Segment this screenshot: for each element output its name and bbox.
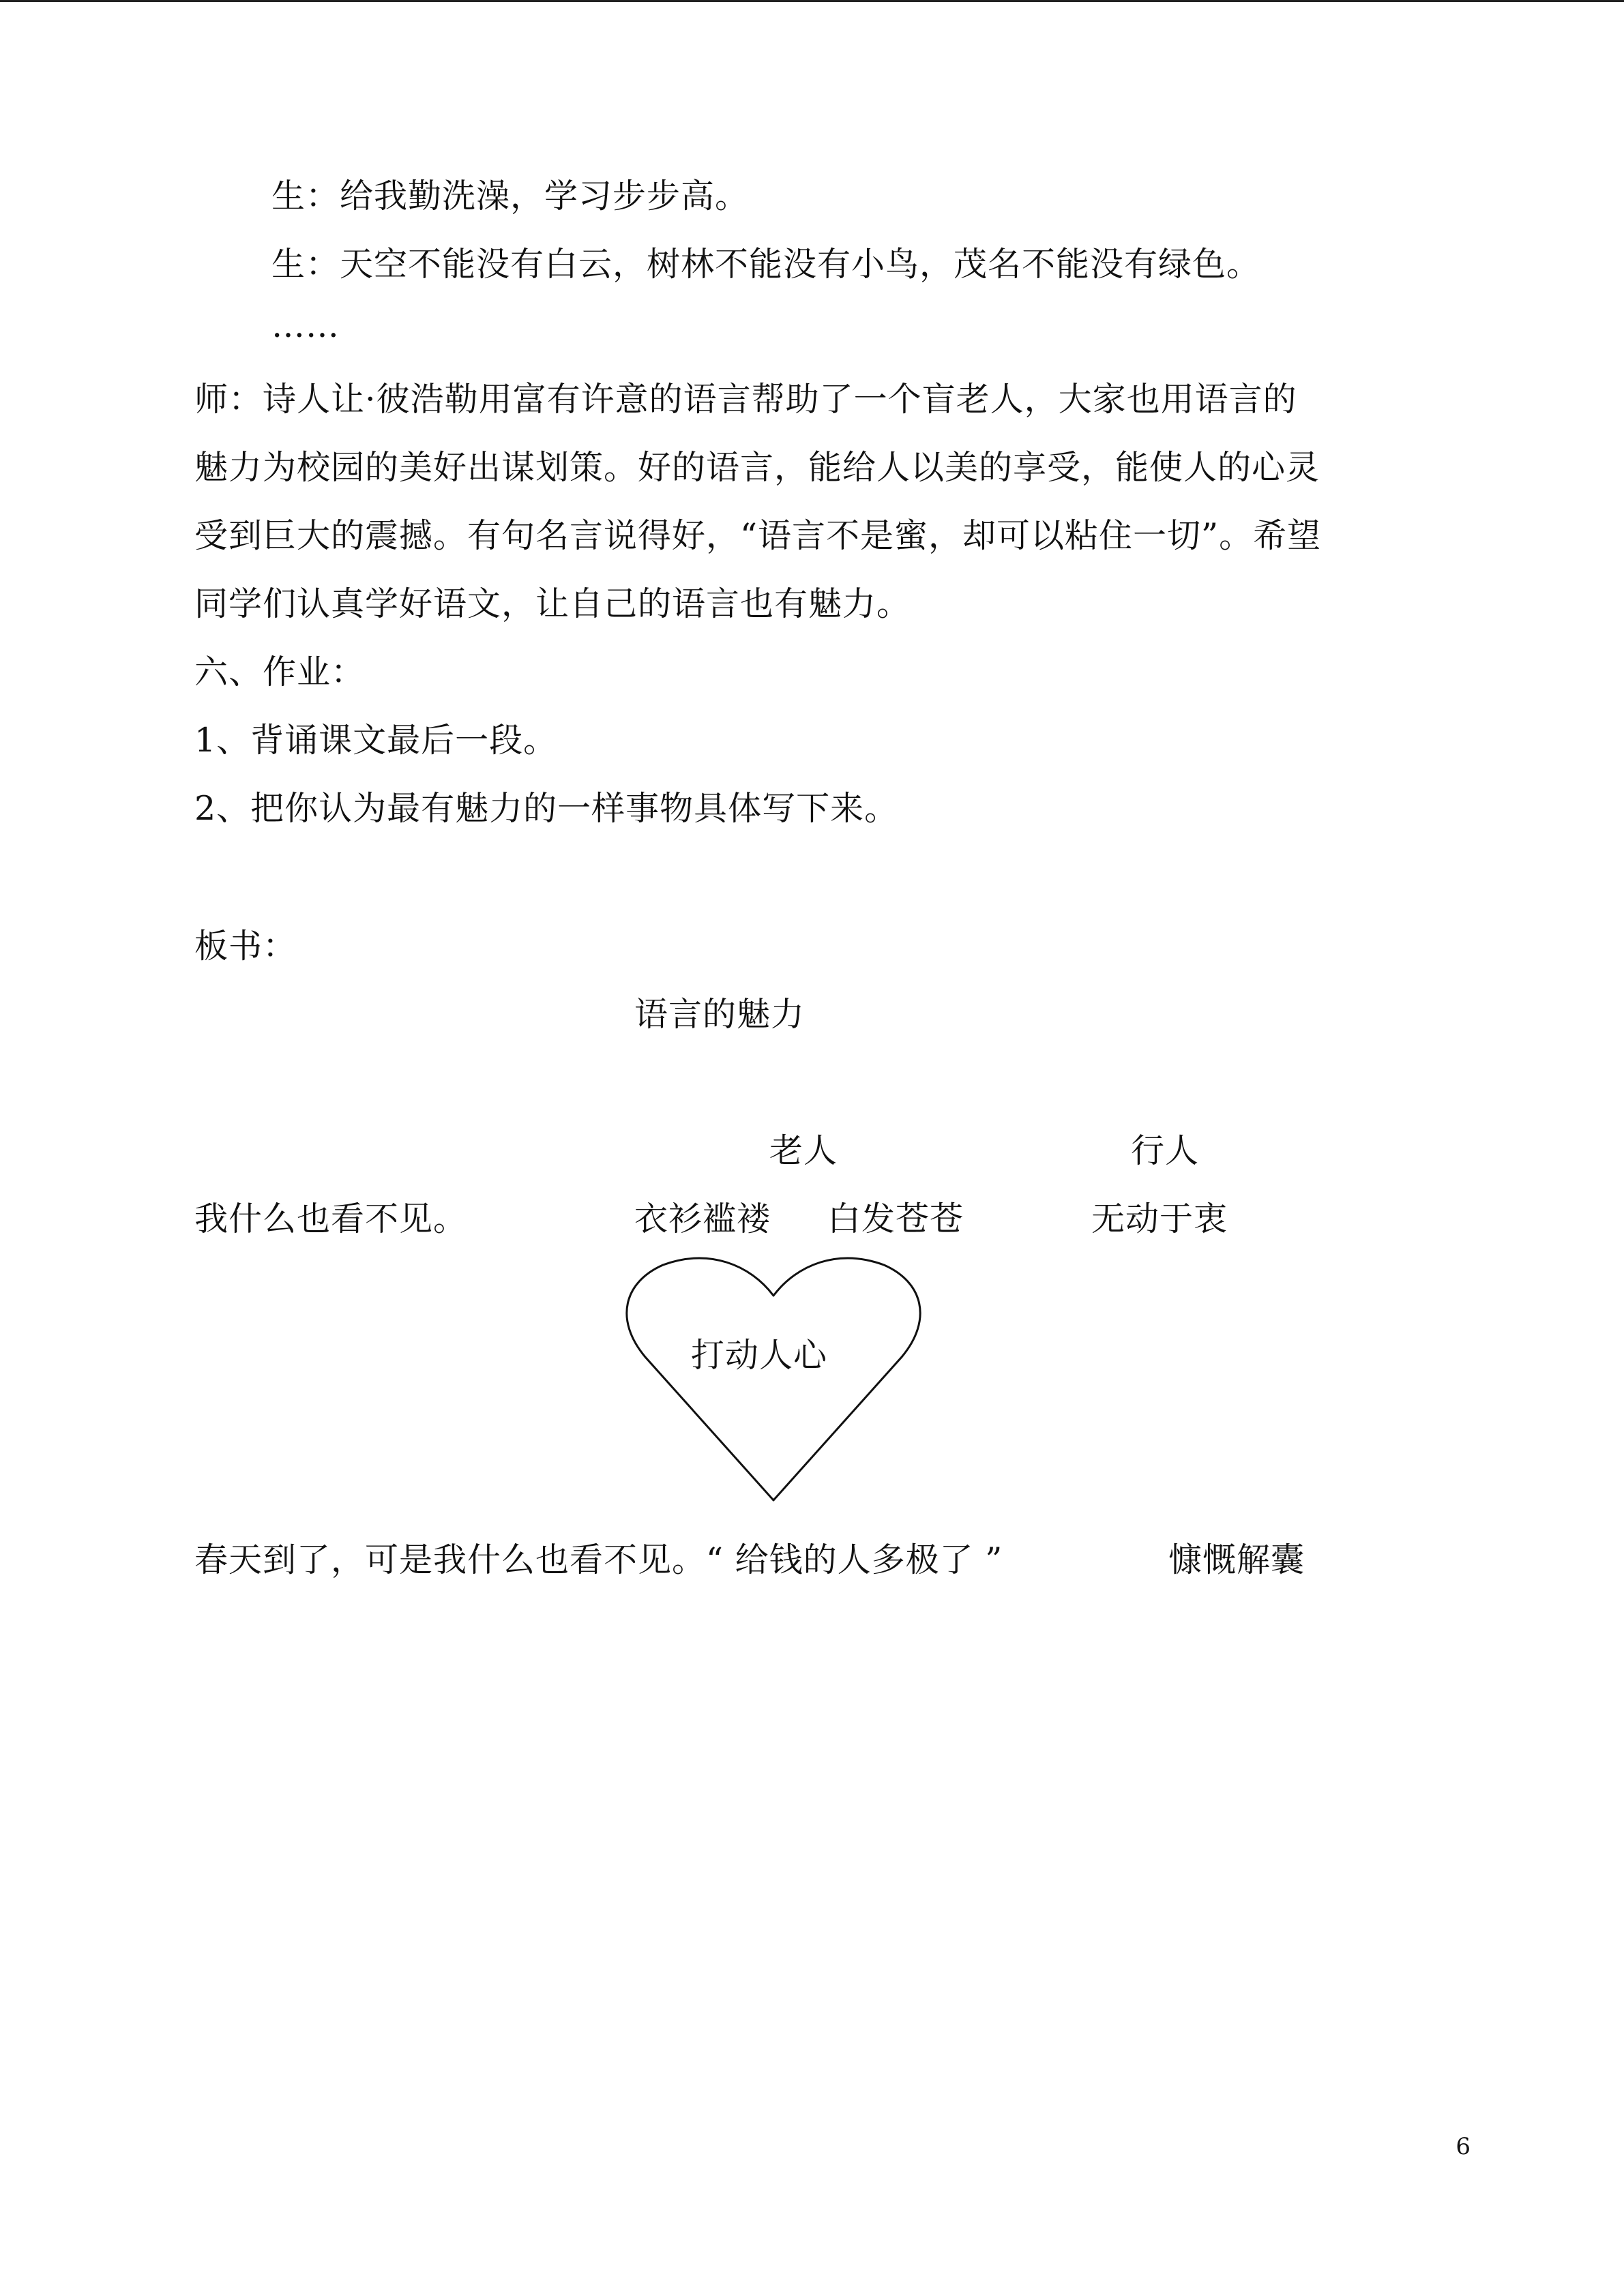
student-line-1: 生：给我勤洗澡，学习步步高。: [271, 177, 750, 215]
student-line-2: 生：天空不能没有白云，树林不能没有小鸟，茂名不能没有绿色。: [271, 245, 1261, 284]
bottom-quote: 春天到了，可是我什么也看不见。“ 给钱的人多极了 ”: [194, 1540, 1003, 1579]
homework-item-2: 2、把你认为最有魅力的一样事物具体写下来。: [194, 789, 899, 828]
heart-text: 打动人心: [691, 1336, 828, 1375]
desc-white-hair: 白发苍苍: [827, 1199, 964, 1238]
teacher-line-1: 师：诗人让·彼浩勒用富有许意的语言帮助了一个盲老人，大家也用语言的: [194, 380, 1297, 419]
teacher-line-3: 受到巨大的震撼。有句名言说得好，“语言不是蜜，却可以粘住一切”。希望: [194, 516, 1322, 555]
desc-indifferent: 无动于衷: [1091, 1199, 1228, 1238]
board-title: 语言的魅力: [634, 995, 806, 1034]
homework-heading: 六、作业：: [194, 653, 366, 691]
label-old-man: 老人: [769, 1131, 838, 1170]
homework-item-1: 1、背诵课文最后一段。: [194, 721, 558, 760]
desc-ragged-clothes: 衣衫褴褛: [634, 1199, 771, 1238]
ellipsis: ……: [271, 306, 340, 345]
board-heading: 板书：: [194, 927, 297, 966]
blind-man-quote: 我什么也看不见。: [194, 1199, 468, 1238]
teacher-line-2: 魅力为校园的美好出谋划策。好的语言，能给人以美的享受，能使人的心灵: [194, 448, 1320, 487]
desc-generous: 慷慨解囊: [1168, 1540, 1305, 1579]
teacher-line-4: 同学们认真学好语文，让自己的语言也有魅力。: [194, 584, 911, 623]
page-number: 6: [1456, 2133, 1471, 2160]
label-passersby: 行人: [1131, 1131, 1200, 1170]
